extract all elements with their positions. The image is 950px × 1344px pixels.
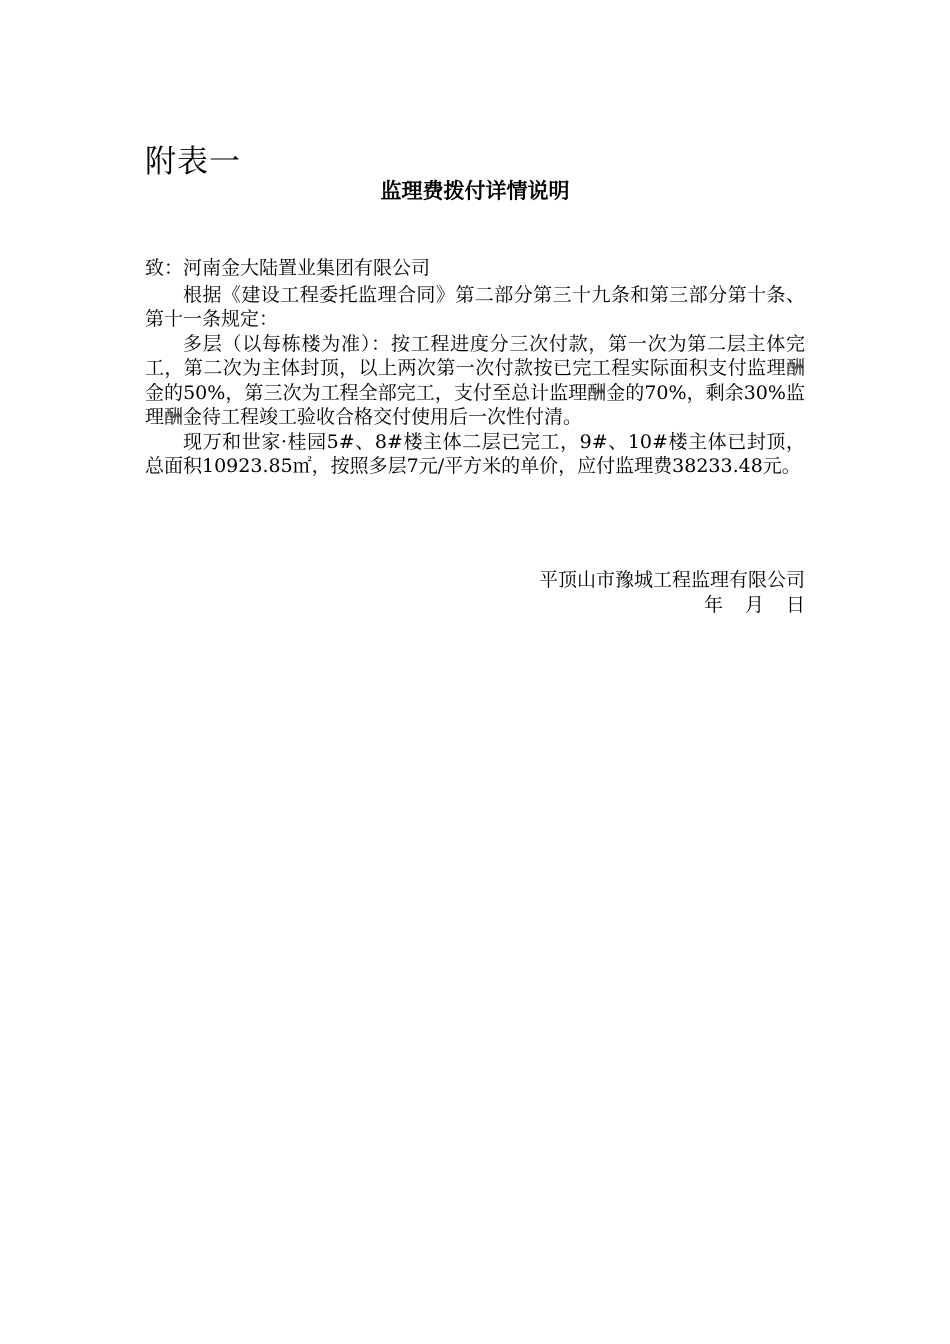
signature-date xyxy=(145,593,805,618)
recipient-line: 致：河南金大陆置业集团有限公司 xyxy=(145,257,431,279)
letter-body xyxy=(145,256,805,479)
signature-company: 平顶山市豫城工程监理有限公司 xyxy=(538,569,805,591)
date-year-label: 年 xyxy=(703,593,723,616)
date-day-label: 日 xyxy=(785,593,805,616)
date-month-label: 月 xyxy=(744,593,764,616)
paragraph-contract-basis: 根据《建设工程委托监理合同》第二部分第三十九条和第三部分第十条、第十一条规定： xyxy=(145,283,805,330)
paragraph-payment-terms: 多层（以每栋楼为准）：按工程进度分三次付款，第一次为第二层主体完工，第二次为主体封顶，以上两次第一次付款按已完工程实际面积支付监理酬金的50%，第三次为工程全部完工，支付至总计监理酬金的70%，剩余30%监理酬金待工程竣工验收合格交付使用后一次性付清。 xyxy=(145,332,805,428)
signature-block xyxy=(145,568,805,617)
annex-label: 附表一 xyxy=(145,144,241,180)
document-title: 监理费拨付详情说明 xyxy=(380,179,570,203)
paragraph-current-status: 现万和世家·桂园5#、8#楼主体二层已完工，9#、10#楼主体已封顶，总面积10923.85㎡，按照多层7元/平方米的单价，应付监理费38233.48元。 xyxy=(145,430,805,477)
